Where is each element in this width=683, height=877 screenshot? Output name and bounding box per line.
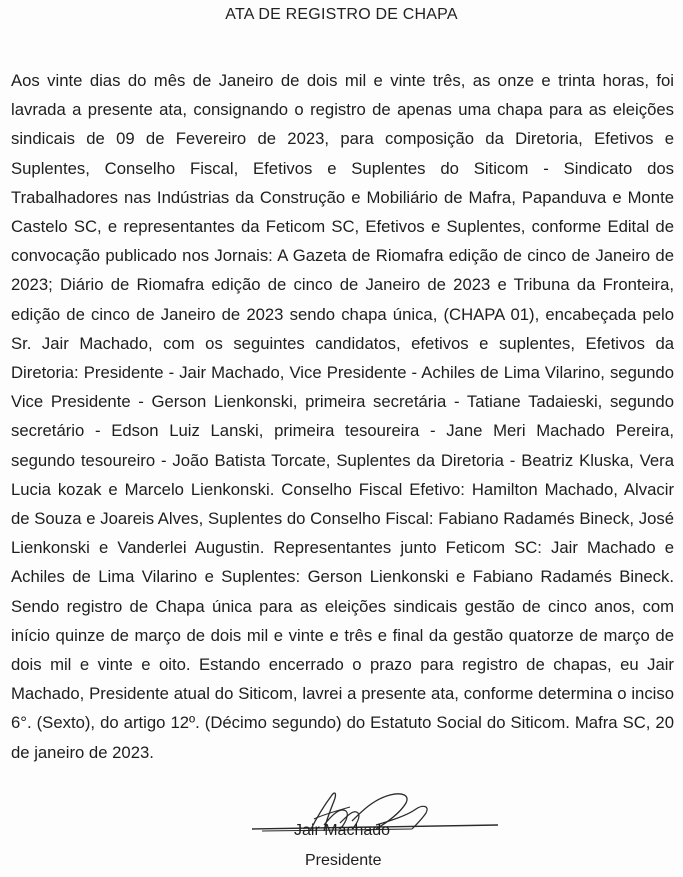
document-title: ATA DE REGISTRO DE CHAPA bbox=[225, 6, 458, 23]
signatory-role: Presidente bbox=[305, 852, 382, 869]
signatory-name: Jair Machado bbox=[294, 822, 391, 839]
minutes-body-text: Aos vinte dias do mês de Janeiro de dois mil e vinte três, as onze e trinta horas, foi lavrada a presente ata, consignando o registro de apenas uma chapa para as eleições sindicais de 09 de Fevereiro de 2023, para composição da Diretoria, Efetivos e Suplentes, Conselho Fiscal, Efetivos e Suplentes do Siticom - Sindicato dos Trabalhadores nas Indústrias da Construção e Mobiliário de Mafra, Papanduva e Monte Castelo SC, e representantes da Feticom SC, Efetivos e Suplentes, conforme Edital de convocação publicado nos Jornais: A Gazeta de Riomafra edição de cinco de Janeiro de 2023; Diário de Riomafra edição de cinco de Janeiro de 2023 e Tribuna da Fronteira, edição de cinco de Janeiro de 2023 sendo chapa única, (CHAPA 01), encabeçada pelo Sr. Jair Machado, com os seguintes candidatos, efetivos e suplentes, Efetivos da Diretoria: Presidente - Jair Machado, Vice Presidente - Achiles de Lima Vilarino, segundo Vice Presidente - Gerson Lienkonski, primeira secretária - Tatiane Tadaieski, segundo secretário - Edson Luiz Lanski, primeira tesoureira - Jane Meri Machado Pereira, segundo tesoureiro - João Batista Torcate, Suplentes da Diretoria - Beatriz Kluska, Vera Lucia kozak e Marcelo Lienkonski. Conselho Fiscal Efetivo: Hamilton Machado, Alvacir de Souza e Joareis Alves, Suplentes do Conselho Fiscal: Fabiano Radamés Bineck, José Lienkonski e Vanderlei Augustin. Representantes junto Feticom SC: Jair Machado e Achiles de Lima Vilarino e Suplentes: Gerson Lienkonski e Fabiano Radamés Bineck. Sendo registro de Chapa única para as eleições sindicais gestão de cinco anos, com início quinze de março de dois mil e vinte e três e final da gestão quatorze de março de dois mil e vinte e oito. Estando encerrado o prazo para registro de chapas, eu Jair Machado, Presidente atual do Siticom, lavrei a presente ata, conforme determina o inciso 6°. (Sexto), do artigo 12º. (Décimo segundo) do Estatuto Social do Siticom. Mafra SC, 20 de janeiro de 2023. bbox=[11, 71, 674, 762]
signature-block bbox=[240, 785, 520, 877]
